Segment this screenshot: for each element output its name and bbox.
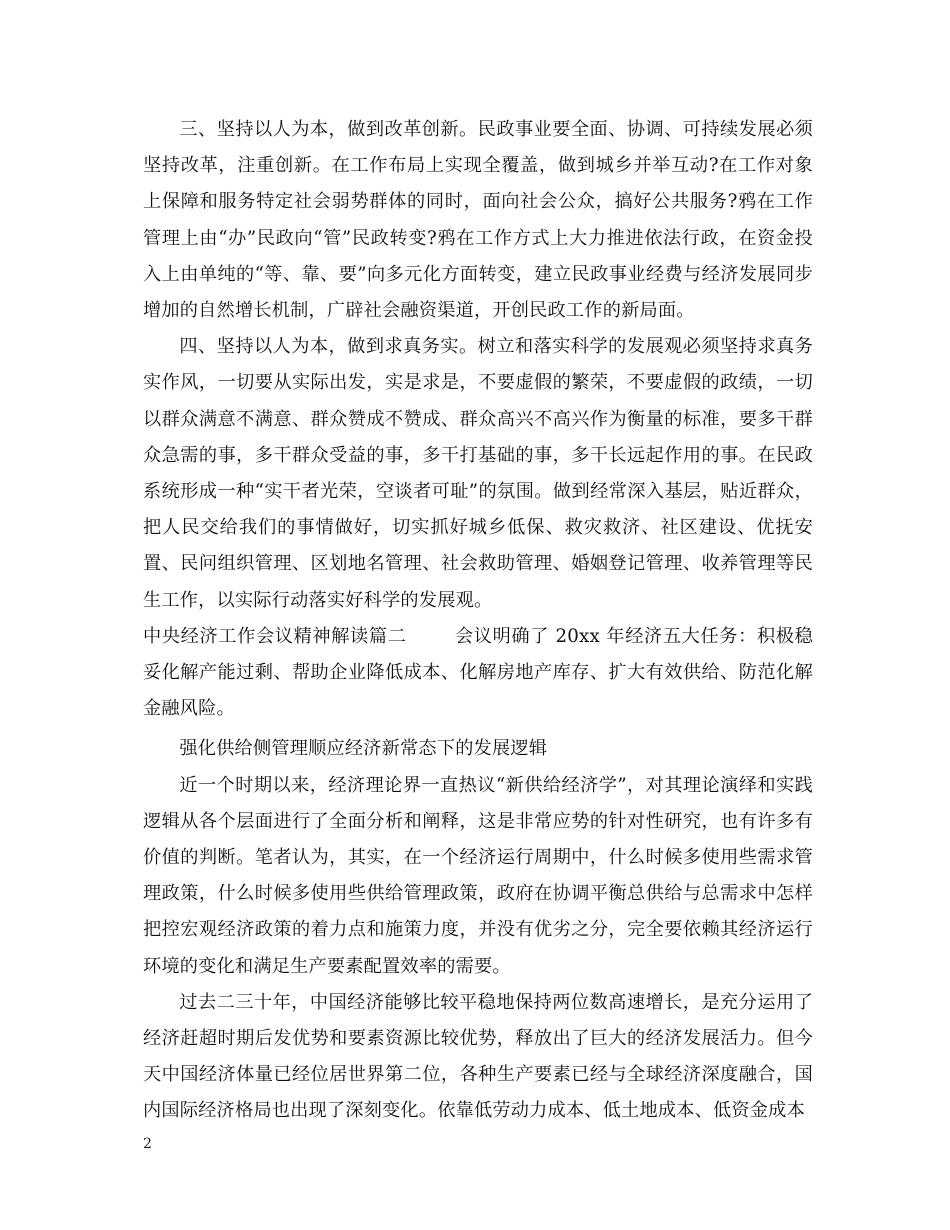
paragraph-past-growth: 过去二三十年，中国经济能够比较平稳地保持两位数高速增长，是充分运用了经济赶超时期后发优势和要素资源比较优势，释放出了巨大的经济发展活力。但今天中国经济体量已经位居世界第二位，各种生产要素已经与全球经济深度融合，国内国际经济格局也出现了深刻变化。依靠低劳动力成本、低土地成本、低资金成本 (143, 991, 813, 1122)
paragraph-new-supply-economics: 近一个时期以来，经济理论界一直热议“新供给经济学”，对其理论演绎和实践逻辑从各个层面进行了全面分析和阐释，这是非常应势的针对性研究，也有许多有价值的判断。笔者认为，其实，在一个经济运行周期中，什么时候多使用些需求管理政策，什么时候多使用些供给管理政策，政府在协调平衡总供给与总需求中怎样把控宏观经济政策的着力点和施策力度，并没有优劣之分，完全要依赖其经济运行环境的变化和满足生产要素配置效率的需要。 (143, 774, 813, 977)
paragraph-reform-innovation: 三、坚持以人为本，做到改革创新。民政事业要全面、协调、可持续发展必须坚持改革，注重创新。在工作布局上实现全覆盖，做到城乡并举互动?在工作对象上保障和服务特定社会弱势群体的同时，面向社会公众，搞好公共服务?鸦在工作管理上由“办”民政向“管”民政转变?鸦在工作方式上大力推进依法行政，在资金投入上由单纯的“等、靠、要”向多元化方面转变，建立民政事业经费与经济发展同步增加的自然增长机制，广辟社会融资渠道，开创民政工作的新局面。 (143, 119, 813, 322)
section-title: 中央经济工作会议精神解读篇二 (143, 625, 407, 647)
article-subheading: 强化供给侧管理顺应经济新常态下的发展逻辑 (179, 738, 548, 760)
document-body (143, 112, 813, 1130)
paragraph-seek-truth: 四、坚持以人为本，做到求真务实。树立和落实科学的发展观必须坚持求真务实作风，一切要从实际出发，实是求是，不要虚假的繁荣，不要虚假的政绩，一切以群众满意不满意、群众赞成不赞成、群众高兴不高兴作为衡量的标准，要多干群众急需的事，多干群众受益的事，多干打基础的事，多干长远起作用的事。在民政系统形成一种“实干者光荣，空谈者可耻”的氛围。做到经常深入基层，贴近群众，把人民交给我们的事情做好，切实抓好城乡低保、救灾救济、社区建设、优抚安置、民问组织管理、区划地名管理、社会救助管理、婚姻登记管理、收养管理等民生工作，以实际行动落实好科学的发展观。 (143, 336, 813, 611)
section-intro: 会议明确了 20xx 年经济五大任务：积极稳妥化解产能过剩、帮助企业降低成本、化解房地产库存、扩大有效供给、防范化解金融风险。 (143, 625, 813, 720)
section-paragraph (143, 619, 813, 728)
page-number: 2 (143, 1136, 152, 1152)
